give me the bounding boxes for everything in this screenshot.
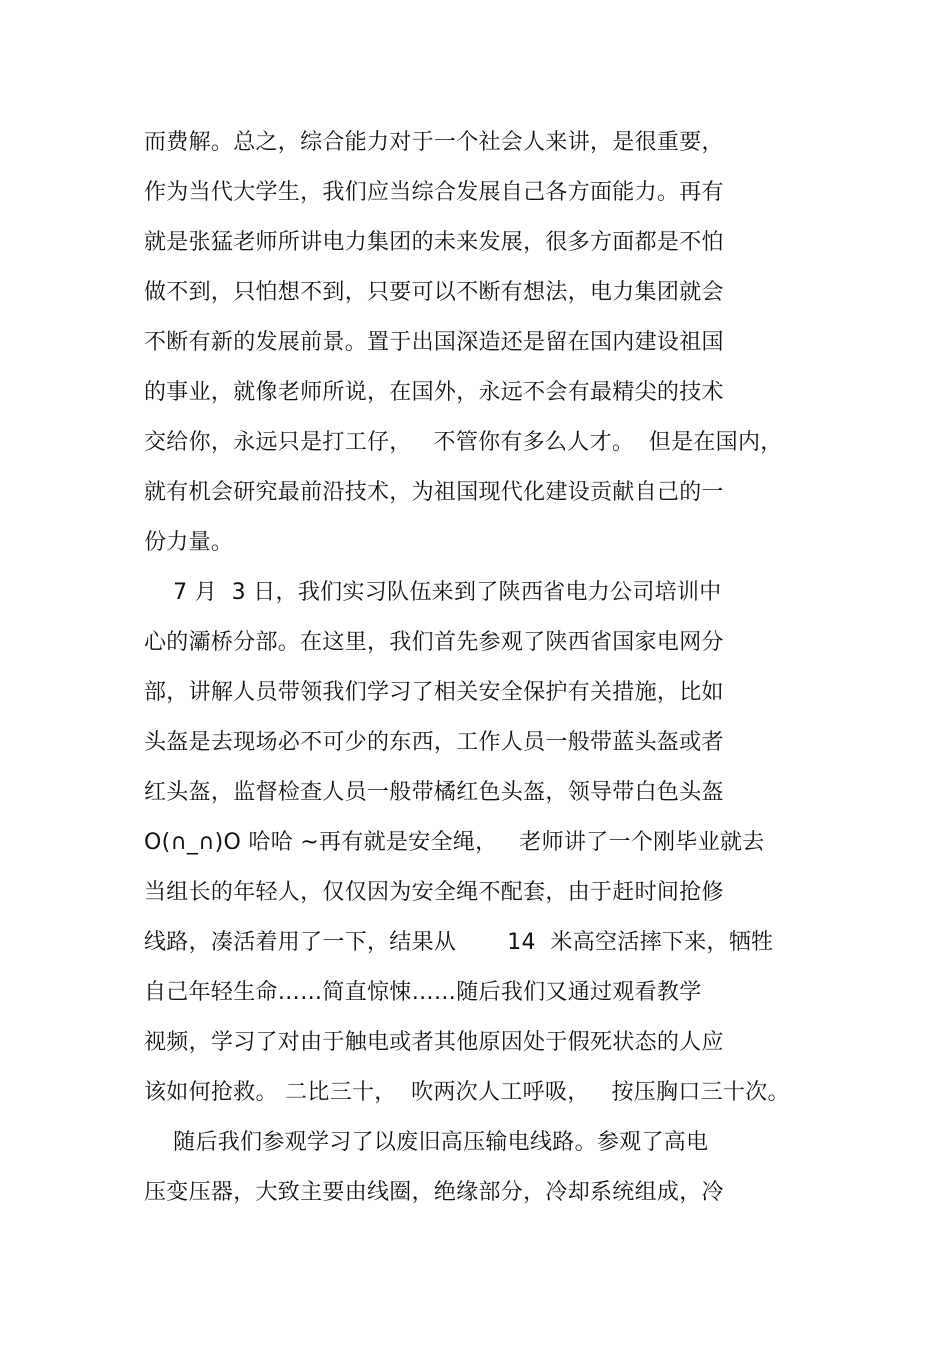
text-line-12: 部，讲解人员带领我们学习了相关安全保护有关措施，比如 (144, 680, 724, 705)
text-line-7: 交给你，永远只是打工仔， 不管你有多么人才。 但是在国内， (144, 430, 783, 455)
text-line-2: 作为当代大学生，我们应当综合发展自己各方面能力。再有 (144, 180, 724, 205)
text-line-10: 7 月 3 日，我们实习队伍来到了陕西省电力公司培训中 (144, 580, 722, 605)
text-line-18: 自己年轻生命……简直惊悚……随后我们又通过观看教学 (144, 980, 702, 1005)
text-line-6: 的事业，就像老师所说，在国外，永远不会有最精尖的技术 (144, 380, 724, 405)
text-line-20: 该如何抢救。 二比三十， 吹两次人工呼吸， 按压胸口三十次。 (144, 1080, 790, 1105)
text-line-17: 线路，凑活着用了一下，结果从 14 米高空活摔下来，牺牲 (144, 930, 774, 955)
text-line-15: O(∩_∩)O 哈哈 ~再有就是安全绳， 老师讲了一个刚毕业就去 (144, 830, 765, 855)
text-line-11: 心的灞桥分部。在这里，我们首先参观了陕西省国家电网分 (144, 630, 724, 655)
text-line-13: 头盔是去现场必不可少的东西，工作人员一般带蓝头盔或者 (144, 730, 724, 755)
text-line-16: 当组长的年轻人，仅仅因为安全绳不配套，由于赶时间抢修 (144, 880, 724, 905)
text-line-21: 随后我们参观学习了以废旧高压输电线路。参观了高电 (144, 1130, 709, 1155)
text-line-14: 红头盔，监督检查人员一般带橘红色头盔，领导带白色头盔 (144, 780, 724, 805)
text-line-4: 做不到，只怕想不到，只要可以不断有想法，电力集团就会 (144, 280, 724, 305)
text-line-3: 就是张猛老师所讲电力集团的未来发展，很多方面都是不怕 (144, 230, 724, 255)
text-line-1: 而费解。总之，综合能力对于一个社会人来讲，是很重要， (144, 130, 724, 155)
text-line-9: 份力量。 (144, 530, 234, 555)
text-line-8: 就有机会研究最前沿技术，为祖国现代化建设贡献自己的一 (144, 480, 724, 505)
body-text (144, 118, 804, 1218)
text-line-5: 不断有新的发展前景。置于出国深造还是留在国内建设祖国 (144, 330, 724, 355)
text-line-19: 视频，学习了对由于触电或者其他原因处于假死状态的人应 (144, 1030, 724, 1055)
text-line-22: 压变压器，大致主要由线圈，绝缘部分，冷却系统组成，冷 (144, 1180, 724, 1205)
